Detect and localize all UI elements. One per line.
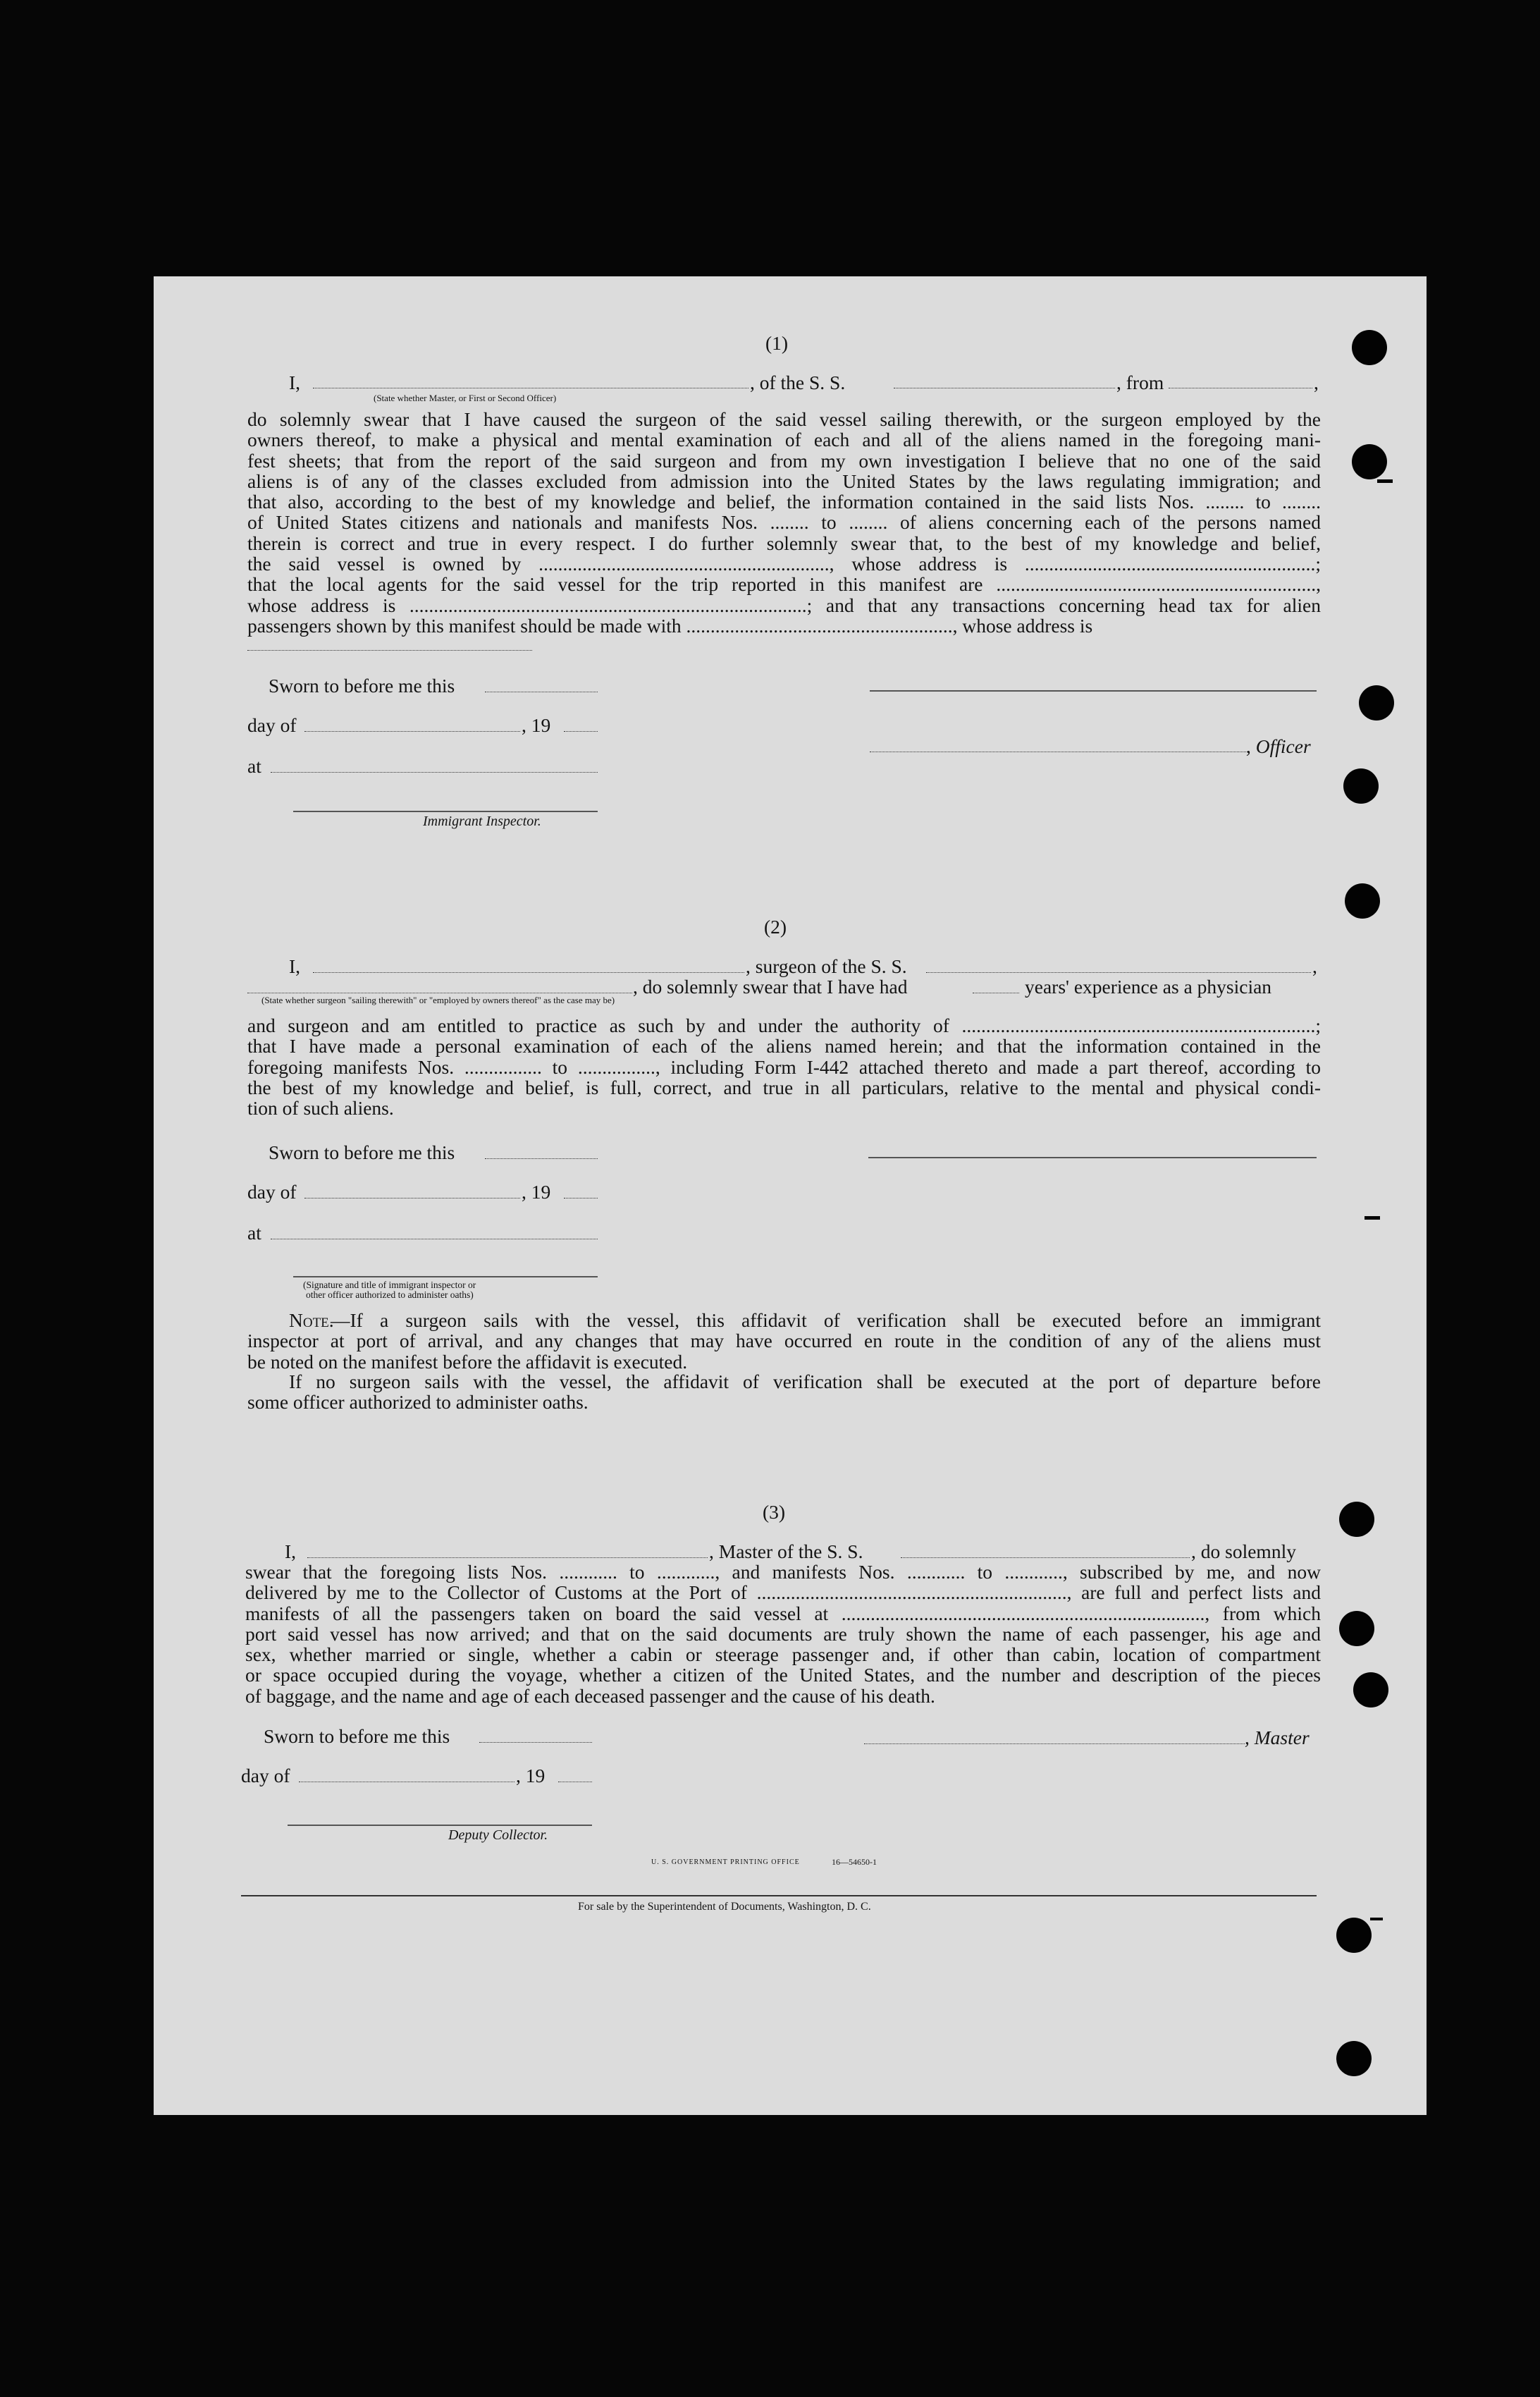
section-2-line1-surgeon: , surgeon of the S. S.	[746, 955, 907, 977]
punch-hole	[1339, 1502, 1374, 1537]
punch-hole	[1352, 444, 1387, 479]
punch-hole	[1339, 1611, 1374, 1646]
section-2-sig-caption-2: other officer authorized to administer oaths)	[306, 1289, 474, 1300]
section-1-signature-line[interactable]	[870, 690, 1317, 692]
paragraph-line: of United States citizens and nationals and manifests Nos. ........ to ........ of aliens concerning each of the persons named	[247, 511, 1321, 534]
note-text	[247, 1310, 1321, 1372]
section-3-collector-line[interactable]	[288, 1825, 592, 1826]
paragraph-line: that I have made a personal examination of each of the aliens named herein; and that the information contained in the	[247, 1035, 1321, 1058]
note-2-text	[247, 1371, 1321, 1413]
section-1-line1-i: I,	[289, 372, 301, 393]
section-3-master-label: , Master	[1245, 1727, 1310, 1748]
punch-hole	[1352, 330, 1387, 365]
paragraph-line: fest sheets; that from the report of the said surgeon and from my own investigation I believe that no one of the said	[247, 449, 1321, 472]
section-2-line2-swear: , do solemnly swear that I have had	[633, 976, 908, 998]
paragraph-line: sex, whether married or single, whether a cabin or steerage passenger and, if other than cabin, location of compartment	[245, 1643, 1321, 1666]
master-name-field[interactable]	[307, 1557, 708, 1558]
section-3-day-label: day of	[241, 1765, 290, 1786]
section-1-line1-from: , from	[1116, 372, 1164, 393]
paragraph-line: some officer authorized to administer oaths.	[247, 1391, 589, 1414]
form-page	[154, 276, 1427, 2115]
section-2-oath-text	[247, 1015, 1321, 1118]
paragraph-line: and surgeon and am entitled to practice as such by and under the authority of .........................................................................;	[247, 1014, 1321, 1036]
section-1-officer-label: , Officer	[1246, 735, 1311, 757]
paragraph-line: that also, according to the best of my knowledge and belief, the information contained in the said lists Nos. ........ to ........	[247, 491, 1321, 513]
paragraph-line: tion of such aliens.	[247, 1097, 394, 1120]
section-2-line2-years: years' experience as a physician	[1025, 976, 1272, 998]
section-1-inspector-label: Immigrant Inspector.	[423, 814, 541, 829]
paragraph-line: aliens is of any of the classes excluded from admission into the United States by the laws regulating immigration; and	[247, 470, 1321, 492]
section-2-sig-caption-1: (Signature and title of immigrant inspector or	[303, 1280, 476, 1290]
paragraph-line: port said vessel has now arrived; and that on the said documents are truly shown the name of each passenger, his age and	[245, 1622, 1321, 1645]
section-2-sworn-date-field[interactable]	[485, 1158, 598, 1159]
section-2-caption: (State whether surgeon "sailing therewith" or "employed by owners thereof" as the case may be)	[261, 995, 615, 1005]
paragraph-line: or space occupied during the voyage, whether a citizen of the United States, and the number and description of the pieces	[245, 1664, 1321, 1686]
edge-mark	[1370, 1918, 1383, 1920]
head-tax-address-field[interactable]	[247, 650, 532, 651]
punch-hole	[1345, 883, 1380, 919]
section-1-number: (1)	[765, 332, 789, 354]
section-3-line1-i: I,	[285, 1540, 297, 1562]
paragraph-line: If no surgeon sails with the vessel, the affidavit of verification shall be executed at the port of departure before	[289, 1371, 1321, 1392]
punch-hole	[1353, 1672, 1388, 1708]
section-3-line1-end: , do solemnly	[1191, 1540, 1296, 1562]
paragraph-line: that the local agents for the said vessel for the trip reported in this manifest are ..................................................................,	[247, 573, 1321, 596]
footer-rule	[241, 1895, 1317, 1896]
section-3-year-label: , 19	[516, 1765, 546, 1786]
section-1-line1-ofss: , of the S. S.	[750, 372, 846, 393]
section-3-sworn-label: Sworn to before me this	[264, 1725, 450, 1747]
paragraph-line: delivered by me to the Collector of Customs at the Port of ................................................................, are full and perfect lists and	[245, 1581, 1321, 1604]
section-1-day-field[interactable]	[304, 731, 520, 732]
note-line: —If a surgeon sails with the vessel, this affidavit of verification shall be executed before an immigrant	[331, 1309, 1321, 1331]
paragraph-line: owners thereof, to make a physical and mental examination of each and all of the aliens named in the foregoing mani-	[247, 429, 1321, 451]
paragraph-line: the said vessel is owned by ............................................................, whose address is ............................................................;	[247, 553, 1321, 575]
section-1-year-label: , 19	[522, 714, 551, 736]
paragraph-line: the best of my knowledge and belief, is full, correct, and true in all particulars, relative to the mental and physical condi-	[247, 1076, 1321, 1098]
section-2-number: (2)	[764, 916, 787, 938]
note-label-text: Note.	[289, 1309, 334, 1331]
sale-notice: For sale by the Superintendent of Documents, Washington, D. C.	[578, 1901, 871, 1913]
section-3-vessel-field[interactable]	[901, 1557, 1190, 1558]
section-1-day-label: day of	[247, 714, 297, 736]
section-2-at-label: at	[247, 1222, 261, 1244]
section-3-sworn-date-field[interactable]	[479, 1742, 592, 1743]
section-1-line1-end: ,	[1314, 372, 1319, 393]
form-code: 16—54650-1	[832, 1857, 877, 1867]
section-1-sworn-label: Sworn to before me this	[269, 675, 455, 697]
section-3-number: (3)	[763, 1501, 786, 1523]
punch-hole	[1336, 2041, 1372, 2076]
section-3-oath-text	[245, 1562, 1321, 1706]
section-3-collector-label: Deputy Collector.	[448, 1827, 548, 1843]
section-1-year-field[interactable]	[564, 731, 598, 732]
section-1-caption: (State whether Master, or First or Second Officer)	[374, 393, 557, 403]
paragraph-line: swear that the foregoing lists Nos. ............ to ............, and manifests Nos. ............ to ............, subscribed by me, and now	[245, 1561, 1321, 1583]
note-line: inspector at port of arrival, and any changes that may have occurred en route in the condition of any of the aliens must	[247, 1330, 1321, 1352]
section-1-oath-text	[247, 409, 1321, 636]
section-1-inspector-line[interactable]	[293, 811, 598, 812]
paragraph-line: whose address is ..................................................................................; and that any transactions concerning head tax for alien	[247, 594, 1321, 616]
gpo-imprint: U. S. GOVERNMENT PRINTING OFFICE	[651, 1858, 800, 1866]
section-2-sworn-label: Sworn to before me this	[269, 1141, 455, 1163]
section-3-master-line[interactable]	[864, 1743, 1245, 1744]
section-2-inspector-line[interactable]	[293, 1276, 598, 1277]
paragraph-line: passengers shown by this manifest should be made with ......................................................., whose address is	[247, 614, 1093, 637]
paragraph-line: foregoing manifests Nos. ................ to ................, including Form I-442 attached thereto and made a part thereof, according to	[247, 1055, 1321, 1078]
punch-hole	[1359, 685, 1394, 721]
section-2-vessel-field[interactable]	[926, 972, 1311, 973]
section-1-at-label: at	[247, 755, 261, 777]
surgeon-name-field[interactable]	[313, 972, 744, 973]
paragraph-line: do solemnly swear that I have caused the surgeon of the said vessel sailing therewith, or the surgeon employed by the	[247, 408, 1321, 430]
paragraph-line: manifests of all the passengers taken on board the said vessel at ..........................................................................., from which	[245, 1602, 1321, 1624]
punch-hole	[1336, 1918, 1372, 1953]
section-2-line1-end: ,	[1312, 955, 1317, 977]
edge-mark	[1377, 479, 1393, 483]
section-2-year-label: , 19	[522, 1181, 551, 1203]
edge-mark	[1365, 1216, 1380, 1220]
section-3-line1-master: , Master of the S. S.	[709, 1540, 863, 1562]
punch-hole	[1343, 768, 1379, 804]
section-2-signature-line[interactable]	[868, 1157, 1317, 1158]
section-2-line1-i: I,	[289, 955, 301, 977]
paragraph-line: of baggage, and the name and age of each deceased passenger and the cause of his death.	[245, 1684, 935, 1707]
section-1-at-field[interactable]	[271, 772, 598, 773]
note-line: be noted on the manifest before the affidavit is executed.	[247, 1350, 688, 1373]
paragraph-line: therein is correct and true in every respect. I do further solemnly swear that, to the best of my knowledge and belief,	[247, 532, 1321, 554]
section-2-day-label: day of	[247, 1181, 297, 1203]
